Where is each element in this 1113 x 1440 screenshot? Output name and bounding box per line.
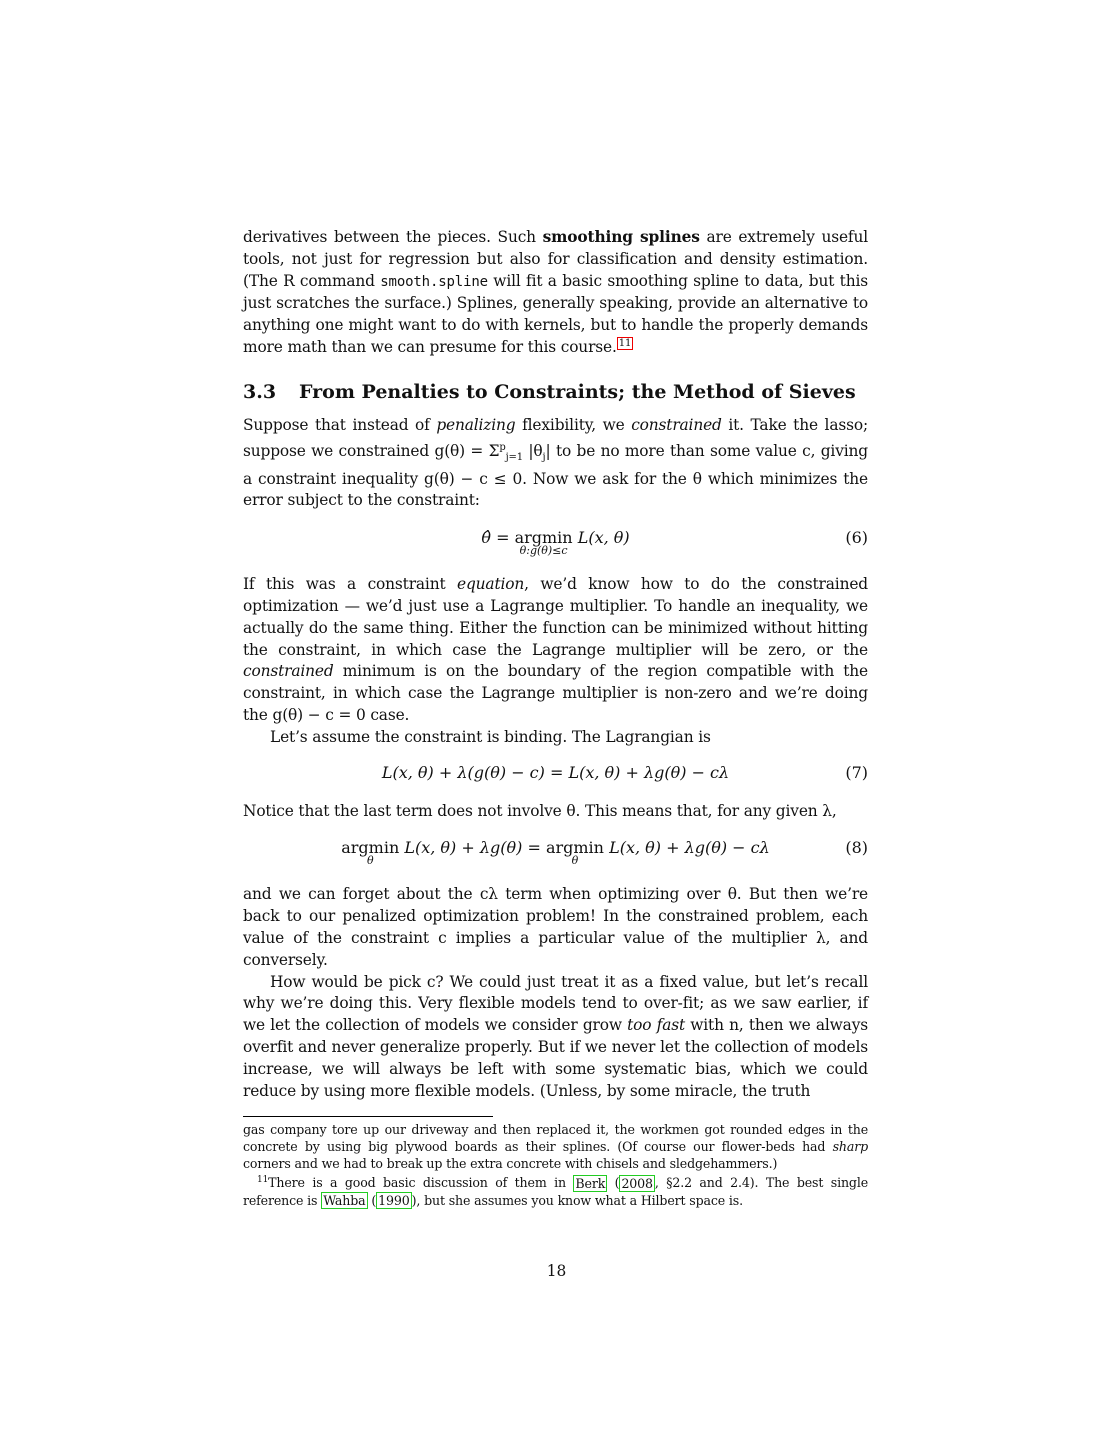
subscript: j — [542, 451, 546, 463]
eq-end: L(x, θ) + λg(θ) − cλ — [603, 838, 770, 858]
text: If this was a constraint — [243, 575, 457, 594]
section-number: 3.3 — [243, 380, 277, 403]
argmin-label: argmin — [514, 528, 573, 548]
text: are extremely useful tools, not just for regression but also for classification and density estimation. (The R command — [243, 228, 869, 290]
eq-rhs: L(x, θ) — [572, 528, 630, 548]
equation-body — [243, 838, 868, 867]
text: flexibility, we — [515, 415, 632, 434]
footnote-rule — [243, 1116, 493, 1117]
text: gas company tore up our driveway and then replaced it, the workmen got rounded edges in the concrete by using big plywood boards as their splines. (Of course our flower-beds had — [243, 1122, 868, 1155]
argmin-subscript: θ — [571, 854, 579, 868]
equation-6 — [243, 518, 868, 568]
footnote-mark: 11 — [257, 1175, 269, 1186]
argmin-label: argmin — [545, 838, 604, 858]
citation-link-berk[interactable]: Berk — [575, 1175, 606, 1191]
italic-term: constrained — [243, 662, 334, 681]
italic-term: too fast — [627, 1016, 686, 1035]
italic-term: equation — [457, 575, 525, 594]
paragraph-penalized: and we can forget about the cλ term when optimizing over θ. But then we’re back to our penalized optimization problem! In the constrained problem, each value of the constraint c implies a particular value of the multiplier λ, and conversely. — [243, 885, 868, 969]
paragraph-binding: Let’s assume the constraint is binding. The Lagrangian is — [270, 727, 711, 746]
argmin-subscript: θ — [366, 854, 374, 868]
eq-middle: L(x, θ) + λg(θ) = — [399, 838, 546, 858]
paragraph-lagrange — [243, 574, 868, 727]
italic-term: penalizing — [436, 415, 516, 434]
text: it. Take the lasso; suppose we constrained g(θ) = Σ — [243, 415, 868, 460]
equation-number: (8) — [845, 838, 868, 858]
citation-link-2008[interactable]: 2008 — [621, 1175, 653, 1191]
text: derivatives between the pieces. Such — [243, 228, 543, 246]
sum-upper: p — [499, 441, 506, 453]
text: ), but she assumes you know what a Hilbert space is. — [411, 1192, 743, 1208]
sum-lower: j=1 — [505, 451, 523, 463]
paragraph-splines — [243, 227, 868, 359]
text: , §2.2 and 2.4). The best single reference is — [243, 1175, 868, 1208]
page-content — [243, 227, 868, 1209]
citation-link-wahba[interactable]: Wahba — [323, 1192, 366, 1208]
bold-term: smoothing splines — [542, 228, 700, 246]
text: | to be no more than some value c, giving a constraint inequality g(θ) − c ≤ 0. Now we ask for the θ which minimizes the error subject to the constraint: — [243, 441, 868, 510]
text: ( — [367, 1192, 377, 1208]
text: Suppose that instead of — [243, 415, 437, 434]
equation-number: (6) — [845, 528, 868, 548]
page-number: 18 — [546, 1262, 567, 1280]
paragraph-pick-c — [243, 972, 868, 1103]
text: will fit a basic smoothing spline to data, but this just scratches the surface.) Splines, generally speaking, provide an alternative to anything one might want to do with kernels, but to handle the properly demands more math than we can presume for this course. — [243, 271, 868, 356]
argmin-operator — [546, 838, 604, 867]
argmin-operator — [341, 838, 399, 867]
equation-body — [243, 528, 868, 557]
text: ( — [607, 1175, 620, 1191]
equation-7 — [243, 755, 868, 795]
equation-body: L(x, θ) + λ(g(θ) − c) = L(x, θ) + λg(θ) − cλ — [381, 762, 730, 782]
text: There is a good basic discussion of them in — [268, 1175, 574, 1191]
argmin-subscript: θ:g(θ)≤c — [519, 544, 568, 558]
italic-term: constrained — [631, 415, 722, 434]
equation-8 — [243, 828, 868, 878]
text: with n, then we always overfit and never generalize properly. But if we never let the collection of models increase, we will always be left with some systematic bias, which we could reduce by using more flexible models. (Unless, by some miracle, the truth — [243, 1016, 868, 1100]
eq-lhs: θ̂ = — [481, 528, 515, 548]
text: minimum is on the boundary of the region compatible with the constraint, in which case the Lagrange multiplier is non-zero and we’re doing the g(θ) − c = 0 case. — [243, 662, 868, 724]
argmin-operator — [515, 528, 573, 557]
section-heading — [243, 381, 868, 403]
code-command: smooth.spline — [380, 273, 488, 290]
text: , we’d know how to do the constrained optimization — we’d just use a Lagrange multiplier. To handle an inequality, we actually do the same thing. Either the function can be minimized without hitting the constraint, in which case the Lagrange multiplier will be zero, or the — [243, 575, 868, 659]
footnote-11 — [243, 1172, 868, 1208]
argmin-label: argmin — [341, 838, 400, 858]
paragraph-constraint-intro — [243, 415, 868, 512]
footnote-ref-11[interactable]: 11 — [618, 337, 632, 349]
footnote-continued — [243, 1121, 868, 1172]
text: How would be pick c? We could just treat it as a fixed value, but let’s recall why we’re doing this. Very flexible models tend to over-fit; as we saw earlier, if we let the collection of models we consider grow — [243, 972, 868, 1035]
equation-number: (7) — [845, 762, 868, 782]
text: corners and we had to break up the extra concrete with chisels and sledgehammers.) — [243, 1156, 778, 1172]
citation-link-1990[interactable]: 1990 — [378, 1192, 410, 1208]
paragraph-last-term: Notice that the last term does not involve θ. This means that, for any given λ, — [243, 801, 837, 820]
italic-term: sharp — [832, 1139, 868, 1155]
text: |θ — [522, 441, 543, 460]
section-title: From Penalties to Constraints; the Method of Sieves — [299, 380, 856, 403]
